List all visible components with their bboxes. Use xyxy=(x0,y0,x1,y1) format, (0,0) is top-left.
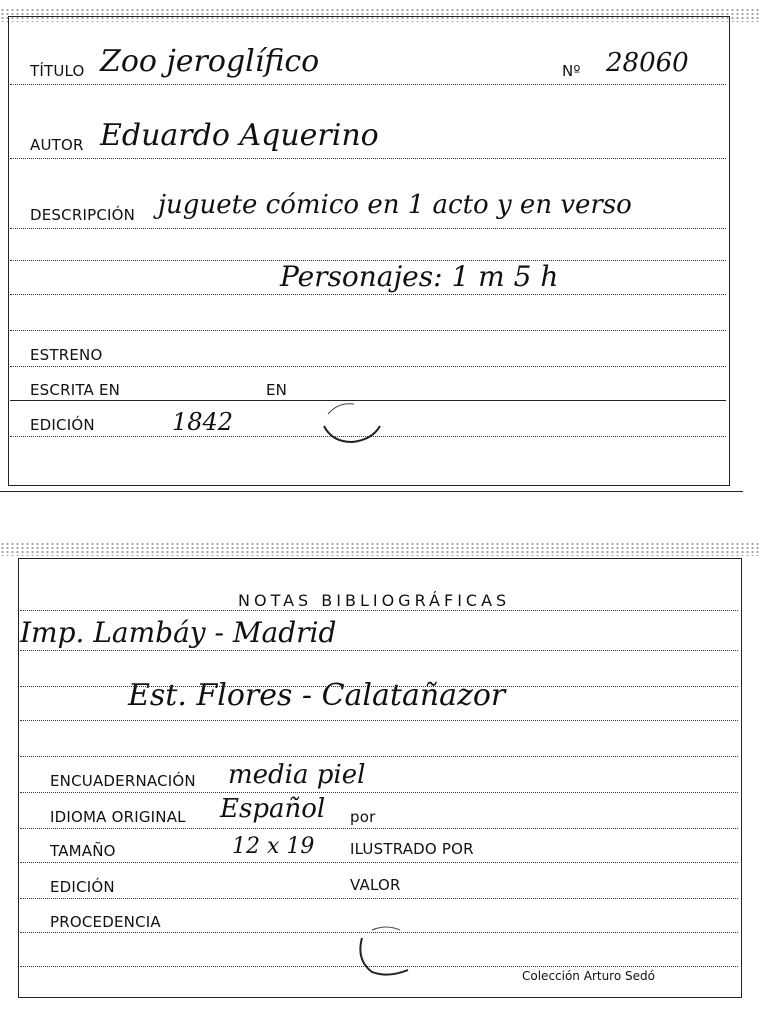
edicion-label: EDICIÓN xyxy=(50,878,115,896)
idioma-original-label: IDIOMA ORIGINAL xyxy=(50,808,186,826)
autor-label: AUTOR xyxy=(30,136,84,154)
titulo-label: TÍTULO xyxy=(30,62,85,80)
autor-value: Eduardo Aquerino xyxy=(100,118,379,153)
edicion-label: EDICIÓN xyxy=(30,416,95,434)
tamano-label: TAMAÑO xyxy=(50,842,116,860)
rule xyxy=(10,366,726,367)
punch-hole xyxy=(318,392,388,448)
rule xyxy=(20,650,738,651)
rule xyxy=(10,158,726,159)
valor-label: VALOR xyxy=(350,876,401,894)
rule xyxy=(20,862,738,863)
por-label: por xyxy=(350,808,376,826)
rule xyxy=(20,898,738,899)
rule xyxy=(10,330,726,331)
idioma-original-value: Español xyxy=(220,794,326,824)
edicion-value: 1842 xyxy=(172,408,234,436)
en-label: EN xyxy=(266,381,288,399)
numero-value: 28060 xyxy=(606,48,689,78)
rule xyxy=(20,720,738,721)
rule xyxy=(20,792,738,793)
catalog-card-front xyxy=(0,0,759,492)
note-line-2: Est. Flores - Calatañazor xyxy=(128,678,506,713)
tamano-value: 12 x 19 xyxy=(232,834,315,859)
rule xyxy=(20,828,738,829)
card-bottom-edge xyxy=(0,491,743,492)
procedencia-label: PROCEDENCIA xyxy=(50,913,161,931)
rule xyxy=(10,294,726,295)
rule xyxy=(10,84,726,85)
descripcion-label: DESCRIPCIÓN xyxy=(30,206,136,224)
rule xyxy=(20,610,738,611)
notas-heading: NOTAS BIBLIOGRÁFICAS xyxy=(238,591,511,610)
card-top-edge xyxy=(0,542,759,556)
rule xyxy=(20,756,738,757)
estreno-label: ESTRENO xyxy=(30,346,103,364)
encuadernacion-label: ENCUADERNACIÓN xyxy=(50,772,196,790)
descripcion-value-line1: juguete cómico en 1 acto y en verso xyxy=(158,190,632,220)
rule xyxy=(10,228,726,229)
note-line-1: Imp. Lambáy - Madrid xyxy=(20,616,337,649)
rule xyxy=(20,686,738,687)
titulo-value: Zoo jeroglífico xyxy=(100,44,320,79)
escrita-en-label: ESCRITA EN xyxy=(30,381,121,399)
ilustrado-por-label: ILUSTRADO POR xyxy=(350,840,474,858)
numero-label: Nº xyxy=(562,62,581,80)
encuadernacion-value: media piel xyxy=(228,760,366,790)
punch-hole xyxy=(352,920,422,980)
descripcion-value-line2: Personajes: 1 m 5 h xyxy=(280,260,559,293)
collection-footer: Colección Arturo Sedó xyxy=(522,969,655,983)
catalog-card-back xyxy=(0,520,759,1028)
